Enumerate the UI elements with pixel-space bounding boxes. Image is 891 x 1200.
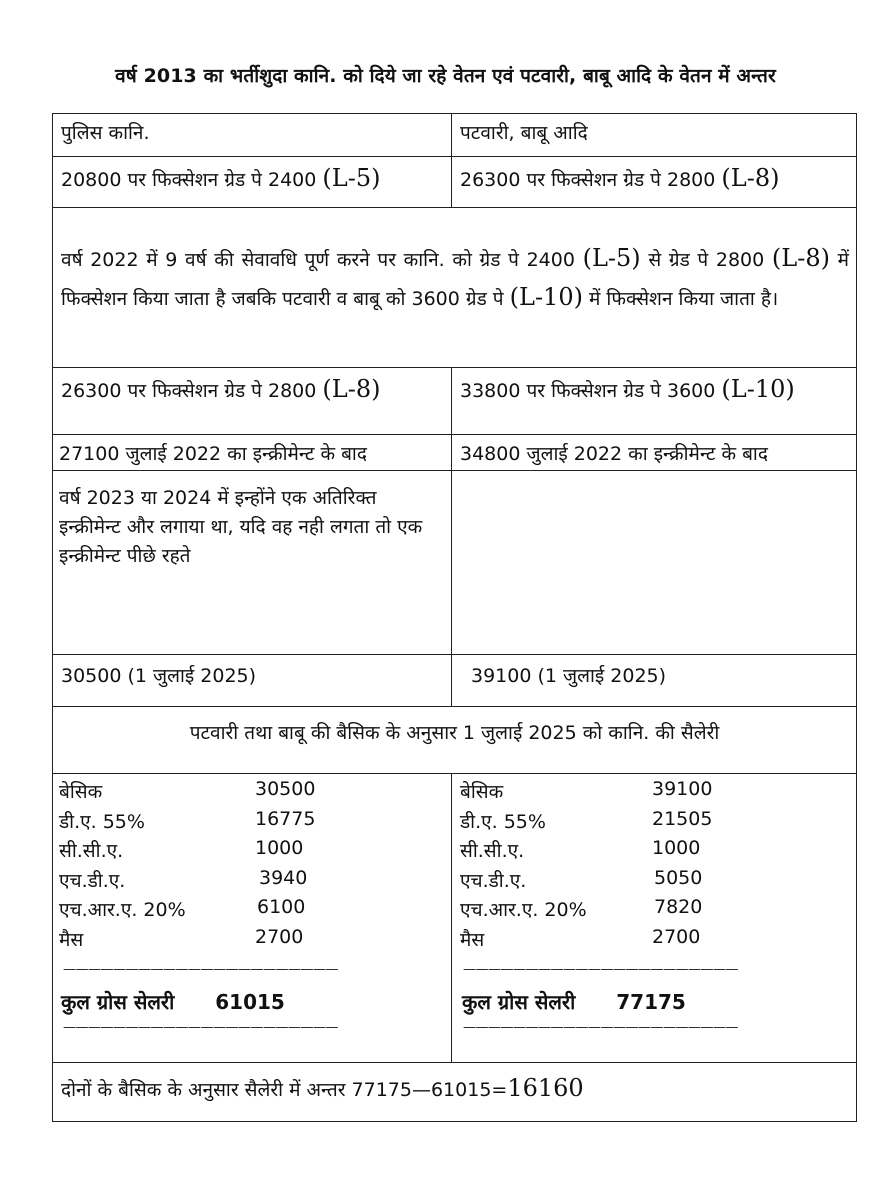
salary-row bbox=[59, 867, 439, 897]
row3-left: 27100 जुलाई 2022 का इन्क्रीमेन्ट के बाद bbox=[59, 443, 367, 465]
salary-value: 21505 bbox=[652, 807, 713, 830]
difference-text: दोनों के बैसिक के अनुसार सैलेरी में अन्तर 77175—61015= bbox=[61, 1079, 508, 1101]
salary-row bbox=[460, 837, 840, 867]
total-value: 61015 bbox=[215, 990, 285, 1014]
divider-dashes: —————————————————————— bbox=[463, 1020, 738, 1035]
salary-label: एच.डी.ए. bbox=[460, 869, 527, 892]
salary-value: 2700 bbox=[255, 925, 304, 948]
salary-value: 7820 bbox=[654, 896, 703, 918]
salary-label: बेसिक bbox=[460, 781, 504, 803]
level-label: (L-5) bbox=[582, 244, 641, 272]
divider-dashes: —————————————————————— bbox=[63, 1020, 338, 1035]
document-title: वर्ष 2013 का भर्तीशुदा कानि. को दिये जा रहे वेतन एवं पटवारी, बाबू आदि के वेतन में अन्तर bbox=[115, 65, 776, 87]
total-right bbox=[462, 988, 686, 1015]
salary-row bbox=[460, 867, 840, 897]
row-divider bbox=[53, 367, 856, 368]
increment-note: वर्ष 2023 या 2024 में इन्होंने एक अतिरिक्त इन्क्रीमेन्ट और लगाया था, यदि वह नही लगता तो एक इन्क्रीमेन्ट पीछे रहते bbox=[59, 487, 423, 567]
row1-left-text: 20800 पर फिक्सेशन ग्रेड पे 2400 bbox=[61, 169, 317, 191]
salary-value: 5050 bbox=[654, 866, 703, 889]
paragraph-text: में फिक्सेशन किया जाता है। bbox=[582, 288, 779, 310]
salary-value: 6100 bbox=[257, 896, 306, 918]
salary-row bbox=[59, 808, 439, 838]
level-label: (L-10) bbox=[509, 283, 583, 311]
total-label: कुल ग्रोस सेलरी bbox=[61, 990, 175, 1014]
row2-left bbox=[61, 375, 380, 405]
salary-label: एच.आर.ए. 20% bbox=[460, 899, 587, 921]
paragraph-text: वर्ष 2022 में 9 वर्ष की सेवावधि पूर्ण करने पर कानि. को ग्रेड पे 2400 bbox=[61, 249, 583, 271]
column-divider bbox=[451, 367, 452, 706]
salary-label: डी.ए. 55% bbox=[59, 810, 145, 833]
row2-left-text: 26300 पर फिक्सेशन ग्रेड पे 2800 bbox=[61, 380, 317, 402]
row4-left: 30500 (1 जुलाई 2025) bbox=[61, 665, 257, 687]
row1-right bbox=[460, 164, 779, 194]
salary-row bbox=[59, 896, 439, 926]
total-left bbox=[61, 988, 285, 1015]
column-divider bbox=[451, 773, 452, 1062]
salary-value: 1000 bbox=[255, 837, 304, 859]
salary-value: 2700 bbox=[652, 925, 701, 948]
salary-label: सी.सी.ए. bbox=[59, 840, 124, 862]
row-divider bbox=[53, 207, 856, 208]
fixation-paragraph bbox=[61, 240, 849, 318]
salary-heading: पटवारी तथा बाबू की बैसिक के अनुसार 1 जुलाई 2025 को कानि. की सैलेरी bbox=[189, 722, 720, 744]
comparison-table bbox=[52, 113, 857, 1122]
row4-right: 39100 (1 जुलाई 2025) bbox=[471, 665, 667, 687]
salary-row bbox=[59, 778, 439, 808]
salary-value: 16775 bbox=[255, 807, 316, 830]
salary-label: मैस bbox=[59, 928, 84, 951]
row2-right bbox=[460, 375, 795, 405]
total-label: कुल ग्रोस सेलरी bbox=[462, 990, 576, 1014]
salary-right-list bbox=[460, 778, 840, 955]
row-divider bbox=[53, 470, 856, 471]
salary-row bbox=[460, 778, 840, 808]
difference-result: 16160 bbox=[507, 1074, 584, 1102]
salary-value: 3940 bbox=[259, 866, 308, 889]
header-left: पुलिस कानि. bbox=[61, 122, 150, 144]
row-divider bbox=[53, 706, 856, 707]
salary-value: 1000 bbox=[652, 837, 701, 859]
row1-right-text: 26300 पर फिक्सेशन ग्रेड पे 2800 bbox=[460, 169, 716, 191]
row2-right-text: 33800 पर फिक्सेशन ग्रेड पे 3600 bbox=[460, 380, 716, 402]
salary-row bbox=[59, 926, 439, 956]
total-value: 77175 bbox=[616, 990, 686, 1014]
row-divider bbox=[53, 1062, 856, 1063]
salary-row bbox=[460, 808, 840, 838]
salary-left-list bbox=[59, 778, 439, 955]
row1-right-level: (L-8) bbox=[721, 164, 780, 192]
salary-row bbox=[59, 837, 439, 867]
salary-value: 30500 bbox=[255, 778, 316, 800]
salary-row bbox=[460, 926, 840, 956]
row-divider bbox=[53, 654, 856, 655]
divider-dashes: —————————————————————— bbox=[463, 962, 738, 977]
row2-right-level: (L-10) bbox=[721, 375, 795, 403]
salary-difference bbox=[61, 1074, 584, 1102]
row2-left-level: (L-8) bbox=[322, 375, 381, 403]
salary-label: बेसिक bbox=[59, 781, 103, 803]
salary-label: एच.आर.ए. 20% bbox=[59, 899, 186, 921]
row-divider bbox=[53, 156, 856, 157]
row-divider bbox=[53, 434, 856, 435]
row1-left-level: (L-5) bbox=[322, 164, 381, 192]
salary-label: डी.ए. 55% bbox=[460, 810, 546, 833]
salary-label: सी.सी.ए. bbox=[460, 840, 525, 862]
row-divider bbox=[53, 773, 856, 774]
level-label: (L-8) bbox=[771, 244, 830, 272]
salary-value: 39100 bbox=[652, 778, 713, 800]
salary-row bbox=[460, 896, 840, 926]
column-divider bbox=[451, 114, 452, 207]
row1-left bbox=[61, 164, 380, 194]
paragraph-text: में फिक्सेशन किया जाता है जबकि पटवारी व बाबू को 3600 ग्रेड पे bbox=[61, 249, 849, 310]
row3-right: 34800 जुलाई 2022 का इन्क्रीमेन्ट के बाद bbox=[460, 443, 768, 465]
divider-dashes: —————————————————————— bbox=[63, 962, 338, 977]
header-right: पटवारी, बाबू आदि bbox=[460, 122, 588, 144]
salary-label: मैस bbox=[460, 928, 485, 951]
salary-label: एच.डी.ए. bbox=[59, 869, 126, 892]
paragraph-text: से ग्रेड पे 2800 bbox=[640, 249, 772, 271]
